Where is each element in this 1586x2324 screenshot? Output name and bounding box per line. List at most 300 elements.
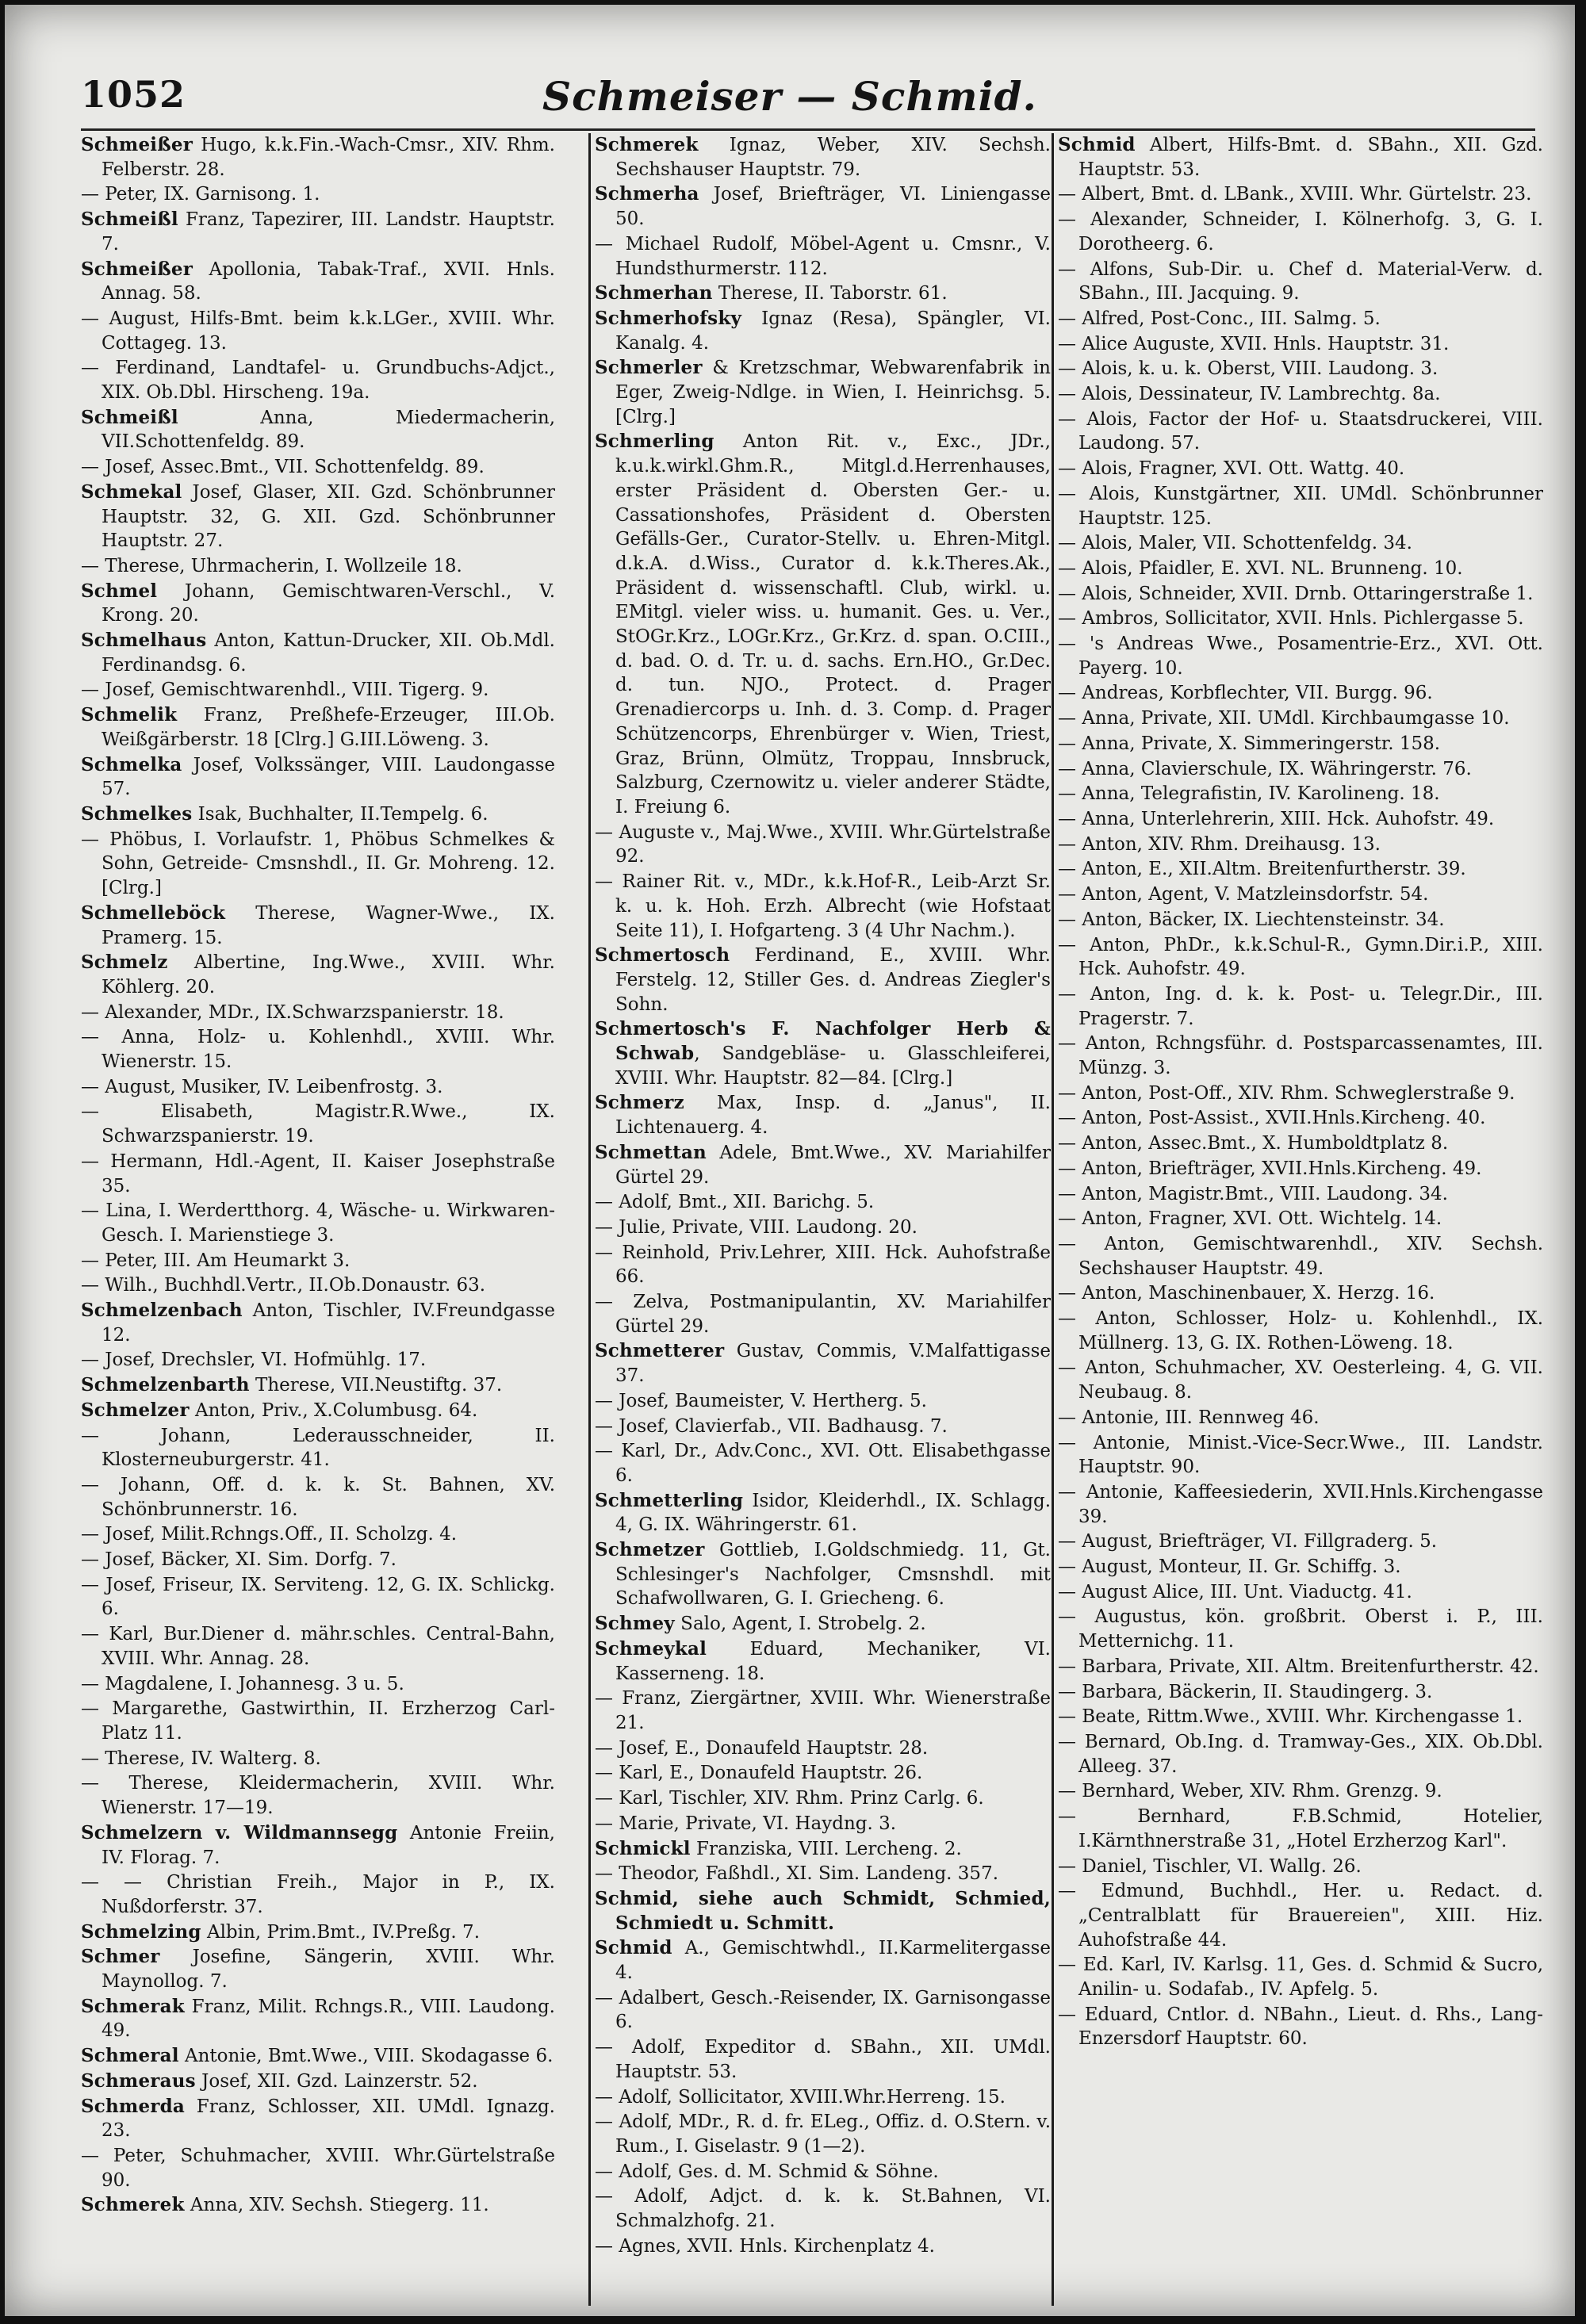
directory-entry xyxy=(1058,208,1543,256)
entry-text: Anton, Tischler, IV.Freundgasse 12. xyxy=(102,1300,555,1346)
entry-text: Johann, Gemischtwaren-Verschl., V. Krong. 20. xyxy=(102,580,555,626)
directory-entry xyxy=(81,1870,555,1919)
directory-entry xyxy=(81,182,555,207)
directory-entry xyxy=(81,802,555,827)
directory-entry xyxy=(1058,1730,1543,1778)
directory-entry xyxy=(1058,933,1543,982)
entry-headword: Schmeral xyxy=(81,2045,179,2067)
entry-text: Anton, Priv., X.Columbusg. 64. xyxy=(189,1399,478,1421)
entry-text: — Anna, Clavierschule, IX. Währingerstr. 76. xyxy=(1058,758,1472,779)
entry-headword: Schmerhofsky xyxy=(595,307,742,329)
entry-text: — Johann, Off. d. k. k. St. Bahnen, XV. Schönbrunnerstr. 16. xyxy=(81,1474,555,1520)
directory-entry xyxy=(81,1399,555,1423)
entry-text: Hugo, k.k.Fin.-Wach-Cmsr., XIV. Rhm. Felberstr. 28. xyxy=(102,135,555,180)
directory-entry xyxy=(81,580,555,628)
column-1 xyxy=(81,133,555,2306)
entry-text: — Antonie, III. Rennweg 46. xyxy=(1058,1407,1320,1428)
entry-text: — Magdalene, I. Johannesg. 3 u. 5. xyxy=(81,1673,404,1694)
entry-headword: Schmerek xyxy=(81,2194,185,2216)
entry-text: — Augustus, kön. großbrit. Oberst i. P., III. Metternichg. 11. xyxy=(1058,1606,1543,1652)
directory-entry xyxy=(595,2035,1051,2084)
directory-entry xyxy=(81,1025,555,1074)
directory-entry xyxy=(595,356,1051,429)
directory-entry xyxy=(81,828,555,901)
entry-text: — Bernhard, F.B.Schmid, Hotelier, I.Kärnthnerstraße 31, „Hotel Erzherzog Karl". xyxy=(1058,1806,1543,1851)
entry-text: Ferdinand, E., XVIII. Whr. Ferstelg. 12, Stiller Ges. d. Andreas Ziegler's Sohn. xyxy=(615,945,1051,1015)
directory-entry xyxy=(595,1415,1051,1439)
directory-entry xyxy=(595,1862,1051,1886)
entry-headword: Schmel xyxy=(81,580,158,602)
directory-entry xyxy=(81,1273,555,1298)
entry-text: Ignaz (Resa), Spängler, VI. Kanalg. 4. xyxy=(615,308,1051,354)
entry-text: — Barbara, Bäckerin, II. Staudingerg. 3. xyxy=(1058,1681,1433,1702)
entry-headword: Schmeykal xyxy=(595,1637,707,1660)
entry-text: — Phöbus, I. Vorlaufstr. 1, Phöbus Schmelkes & Sohn, Getreide- Cmsnshdl., II. Gr. Mohreng. 12. [Clrg.] xyxy=(81,829,555,899)
entry-text: — Josef, Clavierfab., VII. Badhausg. 7. xyxy=(595,1415,948,1437)
directory-entry xyxy=(595,1439,1051,1487)
entry-text: Eduard, Mechaniker, VI. Kasserneng. 18. xyxy=(615,1638,1051,1684)
entry-text: — Anton, Ing. d. k. k. Post- u. Telegr.Dir., III. Pragerstr. 7. xyxy=(1058,983,1543,1029)
directory-entry xyxy=(595,281,1051,306)
entry-text: — Karl, Dr., Adv.Conc., XVI. Ott. Elisabethgasse 6. xyxy=(595,1441,1051,1486)
entry-text: Isak, Buchhalter, II.Tempelg. 6. xyxy=(192,803,488,825)
directory-entry xyxy=(81,480,555,553)
entry-text: — Peter, Schuhmacher, XVIII. Whr.Gürtelstraße 90. xyxy=(81,2145,555,2191)
directory-entry xyxy=(81,1622,555,1671)
entry-text: — Therese, Uhrmacherin, I. Wollzeile 18. xyxy=(81,555,462,576)
entry-text: — — Christian Freih., Major in P., IX. Nußdorferstr. 37. xyxy=(81,1872,555,1917)
entry-text: — Antonie, Kaffeesiederin, XVII.Hnls.Kirchengasse 39. xyxy=(1058,1481,1543,1527)
directory-entry xyxy=(1058,1182,1543,1207)
directory-entry xyxy=(1058,582,1543,607)
entry-text: — Margarethe, Gastwirthin, II. Erzherzog Carl-Platz 11. xyxy=(81,1698,555,1744)
entry-text: — Ed. Karl, IV. Karlsg. 11, Ges. d. Schmid & Sucro, Anilin- u. Sodafab., IV. Apfelg. 5. xyxy=(1058,1955,1543,2000)
directory-entry xyxy=(595,1637,1051,1686)
entry-text: — Josef, Drechsler, VI. Hofmühlg. 17. xyxy=(81,1350,427,1371)
directory-entry xyxy=(81,753,555,802)
directory-entry xyxy=(1058,1805,1543,1853)
entry-text: Apollonia, Tabak-Traf., XVII. Hnls. Annag. 58. xyxy=(102,258,555,304)
column-2 xyxy=(595,133,1051,2306)
entry-headword: Schmelhaus xyxy=(81,630,207,652)
entry-text: — Ferdinand, Landtafel- u. Grundbuchs-Adjct., XIX. Ob.Dbl. Hirscheng. 19a. xyxy=(81,358,555,404)
entry-text: Josef, Glaser, XII. Gzd. Schönbrunner Hauptstr. 32, G. XII. Gzd. Schönbrunner Hauptstr. 27. xyxy=(102,481,555,552)
directory-entry xyxy=(1058,1307,1543,1355)
directory-entry xyxy=(1058,1655,1543,1679)
entry-text: — Ambros, Sollicitator, XVII. Hnls. Pichlergasse 5. xyxy=(1058,608,1524,630)
directory-entry xyxy=(1058,408,1543,456)
entry-headword: Schmey xyxy=(595,1613,675,1635)
entry-headword: Schmerz xyxy=(595,1092,684,1114)
directory-entry xyxy=(81,133,555,182)
directory-entry xyxy=(81,1199,555,1247)
entry-text: Josef, XII. Gzd. Lainzerstr. 52. xyxy=(195,2070,478,2092)
directory-entry xyxy=(81,2044,555,2069)
entry-text: — Anna, Private, XII. UMdl. Kirchbaumgasse 10. xyxy=(1058,708,1510,729)
entry-text: — Alois, Fragner, XVI. Ott. Wattg. 40. xyxy=(1058,458,1405,480)
directory-entry xyxy=(1058,1131,1543,1156)
directory-entry xyxy=(81,1548,555,1572)
directory-entry xyxy=(595,307,1051,355)
entry-text: — 's Andreas Wwe., Posamentrie-Erz., XVI. Ott. Payerg. 10. xyxy=(1058,634,1543,679)
column-3 xyxy=(1058,133,1543,2306)
entry-text: — August, Musiker, IV. Leibenfrostg. 3. xyxy=(81,1076,443,1097)
directory-entry xyxy=(595,1761,1051,1786)
entry-text: Therese, VII.Neustiftg. 37. xyxy=(249,1375,503,1396)
entry-text: — August, Briefträger, VI. Fillgraderg. 5. xyxy=(1058,1531,1438,1553)
directory-entry xyxy=(81,1299,555,1347)
entry-text: — Barbara, Private, XII. Altm. Breitenfurtherstr. 42. xyxy=(1058,1656,1539,1677)
directory-entry xyxy=(1058,457,1543,481)
entry-text: — Josef, Bäcker, XI. Sim. Dorfg. 7. xyxy=(81,1549,396,1571)
entry-headword: Schmerek xyxy=(595,134,699,155)
entry-text: — Adolf, MDr., R. d. fr. ELeg., Offiz. d. O.Stern. v. Rum., I. Giselastr. 9 (1—2). xyxy=(595,2112,1051,2157)
entry-headword: Schmetterling xyxy=(595,1489,744,1511)
directory-entry xyxy=(1058,1530,1543,1554)
entry-headword: Schmelleböck xyxy=(81,902,226,924)
entry-text: Antonie Freiin, IV. Florag. 7. xyxy=(102,1822,555,1868)
entry-text: — Alice Auguste, XVII. Hnls. Hauptstr. 31. xyxy=(1058,333,1450,354)
directory-entry xyxy=(595,1190,1051,1215)
entry-text: & Kretzschmar, Webwarenfabrik in Eger, Zweig-Ndlge. in Wien, I. Heinrichsg. 5. [Clrg.] xyxy=(615,358,1051,427)
directory-entry xyxy=(1058,1431,1543,1480)
directory-entry xyxy=(1058,382,1543,407)
directory-entry xyxy=(81,1945,555,1993)
entry-text: Anton Rit. v., Exc., JDr., k.u.k.wirkl.Ghm.R., Mitgl.d.Herrenhauses, erster Präsident d. Obersten Ger.- u. Cassationshofes, Präsident d. Obersten Gefälls-Ger., Curator-Stellv. u. Ehren-Mitgl. d.k.A. d.Wiss., Curator d. k.k.Theres.Ak., Präsident d. wissenschaftl. Club, wirkl. u. EMitgl. vieler wiss. u. humanit. Ges. u. Ver., StOGr.Krz., LOGr.Krz., Gr.Krz. d. span. O.CIII., d. bad. O. d. Tr. u. d. sachs. Ern.HO., Gr.Dec. d. tun. NJO., Protect. d. Prager Grenadiercorps u. Inh. d. 3. Comp. d. Prager Schützencorps, Ehrenbürger v. Wien, Triest, Graz, Brünn, Olmütz, Troppau, Innsbruck, Salzburg, Czernowitz u. vieler anderer Städte, I. Freiung 6. xyxy=(615,431,1051,817)
directory-entry xyxy=(1058,732,1543,756)
page-number: 1052 xyxy=(81,73,186,116)
entry-text: — Josef, Assec.Bmt., VII. Schottenfeldg. 89. xyxy=(81,457,485,478)
directory-entry xyxy=(1058,807,1543,832)
entry-text: — Adolf, Adjct. d. k. k. St.Bahnen, VI. Schmalzhofg. 21. xyxy=(595,2186,1051,2232)
directory-entry xyxy=(1058,1779,1543,1804)
entry-text: — Anton, XIV. Rhm. Dreihausg. 13. xyxy=(1058,833,1381,855)
entry-headword: Schmertosch's F. Nachfolger Herb & Schwab xyxy=(595,1018,1051,1065)
entry-headword: Schmeißl xyxy=(81,406,178,428)
entry-text: Therese, II. Taborstr. 61. xyxy=(712,283,948,304)
directory-entry xyxy=(1058,1281,1543,1306)
directory-entry xyxy=(81,1100,555,1148)
entry-headword: Schmelka xyxy=(81,753,182,775)
entry-text: — Elisabeth, Magistr.R.Wwe., IX. Schwarzspanierstr. 19. xyxy=(81,1101,555,1147)
entry-text: — Karl, E., Donaufeld Hauptstr. 26. xyxy=(595,1763,923,1784)
entry-text: — Anton, Agent, V. Matzleinsdorfstr. 54. xyxy=(1058,884,1429,905)
entry-text: — Julie, Private, VIII. Laudong. 20. xyxy=(595,1216,918,1238)
entry-text: — Josef, Milit.Rchngs.Off., II. Scholzg. 4. xyxy=(81,1524,458,1545)
directory-entry xyxy=(595,1936,1051,1985)
directory-entry xyxy=(1058,482,1543,530)
entry-text: — Theodor, Faßhdl., XI. Sim. Landeng. 357. xyxy=(595,1863,999,1885)
entry-headword: Schmickl xyxy=(595,1837,691,1859)
directory-entry xyxy=(1058,1082,1543,1106)
entry-text: — Anton, Schlosser, Holz- u. Kohlenhdl., IX. Müllnerg. 13, G. IX. Rothen-Löweng. 18. xyxy=(1058,1308,1543,1353)
directory-entry xyxy=(1058,133,1543,182)
entry-headword: Schmekal xyxy=(81,480,182,503)
entry-text: Max, Insp. d. „Janus", II. Lichtenauerg. 4. xyxy=(615,1093,1051,1139)
entry-headword: Schmelzing xyxy=(81,1920,201,1943)
entry-headword: Schmerha xyxy=(595,183,699,205)
entry-text: — Anton, PhDr., k.k.Schul-R., Gymn.Dir.i.P., XIII. Hck. Auhofstr. 49. xyxy=(1058,934,1543,980)
entry-text: — Johann, Lederausschneider, II. Klosterneuburgerstr. 41. xyxy=(81,1425,555,1471)
entry-text: Franziska, VIII. Lercheng. 2. xyxy=(690,1838,962,1859)
directory-entry xyxy=(81,554,555,579)
entry-headword: Schmetzer xyxy=(595,1539,705,1561)
entry-text: — Beate, Rittm.Wwe., XVIII. Whr. Kirchengasse 1. xyxy=(1058,1706,1523,1728)
directory-entry xyxy=(1058,307,1543,331)
directory-entry xyxy=(81,1771,555,1820)
directory-entry xyxy=(1058,607,1543,631)
directory-entry xyxy=(1058,1356,1543,1404)
entry-text: — Josef, E., Donaufeld Hauptstr. 28. xyxy=(595,1737,929,1759)
directory-entry xyxy=(1058,1232,1543,1281)
directory-entry xyxy=(81,678,555,703)
entry-headword: Schmelz xyxy=(81,951,168,974)
directory-entry xyxy=(1058,1207,1543,1231)
entry-text: — Marie, Private, VI. Haydng. 3. xyxy=(595,1813,897,1834)
directory-entry xyxy=(595,821,1051,869)
entry-text: — Anton, Bäcker, IX. Liechtensteinstr. 34. xyxy=(1058,909,1445,930)
entry-headword: Schmelik xyxy=(81,704,178,726)
entry-headword: Schmerak xyxy=(81,1995,185,2017)
entry-headword: Schmetterer xyxy=(595,1340,725,1362)
directory-entry xyxy=(81,1522,555,1547)
entry-text: — August, Hilfs-Bmt. beim k.k.LGer., XVIII. Whr. Cottageg. 13. xyxy=(81,308,555,354)
directory-entry xyxy=(595,232,1051,281)
directory-entry xyxy=(1058,1680,1543,1705)
entry-text: — Karl, Tischler, XIV. Rhm. Prinz Carlg. 6. xyxy=(595,1788,984,1809)
entry-text: — Anna, Telegrafistin, IV. Karolineng. 18. xyxy=(1058,783,1440,805)
directory-entry xyxy=(81,208,555,256)
entry-text: — Anton, E., XII.Altm. Breitenfurtherstr. 39. xyxy=(1058,859,1466,880)
entry-text: Anna, Miedermacherin, VII.Schottenfeldg. 89. xyxy=(102,407,555,453)
entry-text: — Anton, Briefträger, XVII.Hnls.Kircheng. 49. xyxy=(1058,1158,1482,1179)
directory-entry xyxy=(595,1612,1051,1637)
directory-entry xyxy=(595,1241,1051,1289)
entry-text: Isidor, Kleiderhdl., IX. Schlagg. 4, G. IX. Währingerstr. 61. xyxy=(615,1490,1051,1536)
directory-entry xyxy=(81,307,555,355)
directory-entry xyxy=(81,1995,555,2043)
entry-text: — Lina, I. Werdertthorg. 4, Wäsche- u. Wirkwaren-Gesch. I. Marienstiege 3. xyxy=(81,1200,555,1246)
directory-entry xyxy=(595,2234,1051,2259)
directory-entry xyxy=(595,1736,1051,1761)
directory-entry xyxy=(1058,1705,1543,1729)
entry-text: Josef, Volkssänger, VIII. Laudongasse 57. xyxy=(102,754,555,800)
entry-text: Franz, Schlosser, XII. UMdl. Ignazg. 23. xyxy=(102,2096,555,2142)
directory-entry xyxy=(1058,982,1543,1031)
entry-text: — Alois, Maler, VII. Schottenfeldg. 34. xyxy=(1058,533,1412,554)
directory-entry xyxy=(1058,757,1543,782)
directory-entry xyxy=(595,1538,1051,1611)
directory-entry xyxy=(595,430,1051,819)
entry-headword: Schmid, siehe auch Schmidt, Schmied, Schmiedt u. Schmitt. xyxy=(595,1887,1051,1934)
header-rule xyxy=(81,128,1535,131)
directory-page xyxy=(5,5,1575,2316)
entry-headword: Schmid xyxy=(595,1937,672,1959)
entry-text: — Peter, IX. Garnisong. 1. xyxy=(81,184,320,205)
entry-text: — Josef, Friseur, IX. Serviteng. 12, G. IX. Schlickg. 6. xyxy=(81,1574,555,1620)
entry-text: — Zelva, Postmanipulantin, XV. Mariahilfer Gürtel 29. xyxy=(595,1292,1051,1337)
entry-text: Albert, Hilfs-Bmt. d. SBahn., XII. Gzd. Hauptstr. 53. xyxy=(1078,135,1543,180)
directory-entry xyxy=(81,1672,555,1697)
entry-text: — Franz, Ziergärtner, XVIII. Whr. Wienerstraße 21. xyxy=(595,1688,1051,1733)
directory-entry xyxy=(1058,531,1543,556)
entry-text: — Alois, Schneider, XVII. Drnb. Ottaringerstraße 1. xyxy=(1058,583,1534,604)
directory-entry xyxy=(595,1812,1051,1836)
directory-entry xyxy=(81,2095,555,2143)
entry-text: — Adolf, Bmt., XII. Barichg. 5. xyxy=(595,1192,875,1213)
entry-text: — Josef, Baumeister, V. Hertherg. 5. xyxy=(595,1390,927,1411)
entry-text: Anton, Kattun-Drucker, XII. Ob.Mdl. Ferdinandsg. 6. xyxy=(102,630,555,676)
entry-text: — Adalbert, Gesch.-Reisender, IX. Garnisongasse 6. xyxy=(595,1987,1051,2033)
directory-entry xyxy=(595,1837,1051,1862)
entry-text: — Anton, Gemischtwarenhdl., XIV. Sechsh. Sechshauser Hauptstr. 49. xyxy=(1058,1233,1543,1279)
directory-entry xyxy=(81,703,555,752)
entry-text: Franz, Tapezirer, III. Landstr. Hauptstr. 7. xyxy=(102,209,555,255)
entry-headword: Schmeraus xyxy=(81,2069,196,2092)
entry-text: — Anton, Maschinenbauer, X. Herzg. 16. xyxy=(1058,1283,1435,1304)
directory-entry xyxy=(81,1001,555,1025)
directory-entry xyxy=(81,1473,555,1522)
entry-text: — Andreas, Korbflechter, VII. Burgg. 96. xyxy=(1058,683,1433,704)
entry-text: A., Gemischtwhdl., II.Karmelitergasse 4. xyxy=(615,1938,1051,1984)
directory-entry xyxy=(595,1887,1051,1935)
entry-text: — Albert, Bmt. d. LBank., XVIII. Whr. Gürtelstr. 23. xyxy=(1058,184,1532,205)
entry-text: — Agnes, XVII. Hnls. Kirchenplatz 4. xyxy=(595,2235,935,2257)
entry-text: — Alexander, MDr., IX.Schwarzspanierstr. 18. xyxy=(81,1001,504,1023)
directory-entry xyxy=(81,1821,555,1870)
directory-entry xyxy=(595,870,1051,943)
entry-text: — Anna, Unterlehrerin, XIII. Hck. Auhofstr. 49. xyxy=(1058,808,1495,829)
column-divider xyxy=(1052,133,1054,2306)
directory-entry xyxy=(595,1290,1051,1338)
entry-text: , Sandgebläse- u. Glasschleiferei, XVIII. Whr. Hauptstr. 82—84. [Clrg.] xyxy=(615,1043,1051,1089)
directory-entry xyxy=(1058,332,1543,357)
directory-entry xyxy=(81,406,555,454)
entry-text: — Antonie, Minist.-Vice-Secr.Wwe., III. Landstr. Hauptstr. 90. xyxy=(1058,1432,1543,1478)
entry-text: — Alexander, Schneider, I. Kölnerhofg. 3, G. I. Dorotheerg. 6. xyxy=(1058,209,1543,255)
directory-entry xyxy=(1058,182,1543,207)
entry-text: — Adolf, Ges. d. M. Schmid & Söhne. xyxy=(595,2161,939,2182)
directory-entry xyxy=(81,951,555,999)
entry-text: — Karl, Bur.Diener d. mähr.schles. Central-Bahn, XVIII. Whr. Annag. 28. xyxy=(81,1624,555,1669)
running-title: Schmeiser — Schmid. xyxy=(542,73,1037,120)
entry-text: Josefine, Sängerin, XVIII. Whr. Maynollog. 7. xyxy=(102,1947,555,1993)
directory-entry xyxy=(1058,1032,1543,1080)
entry-text: — Eduard, Cntlor. d. NBahn., Lieut. d. Rhs., Lang-Enzersdorf Hauptstr. 60. xyxy=(1058,2004,1543,2050)
entry-text: — Therese, Kleidermacherin, XVIII. Whr. Wienerstr. 17—19. xyxy=(81,1773,555,1819)
entry-text: — Alfons, Sub-Dir. u. Chef d. Material-Verw. d. SBahn., III. Jacquing. 9. xyxy=(1058,258,1543,304)
entry-text: — August, Monteur, II. Gr. Schiffg. 3. xyxy=(1058,1556,1401,1578)
directory-entry xyxy=(595,2085,1051,2110)
directory-entry xyxy=(81,455,555,480)
entry-headword: Schmeißer xyxy=(81,134,193,155)
entry-text: — Alois, k. u. k. Oberst, VIII. Laudong. 3. xyxy=(1058,358,1439,380)
entry-headword: Schmettan xyxy=(595,1141,707,1163)
directory-entry xyxy=(81,2069,555,2094)
entry-text: Anna, XIV. Sechsh. Stiegerg. 11. xyxy=(184,2195,489,2216)
entry-text: — Josef, Gemischtwarenhdl., VIII. Tigerg. 9. xyxy=(81,680,489,701)
entry-headword: Schmelzenbarth xyxy=(81,1374,250,1396)
entry-text: — Anna, Holz- u. Kohlenhdl., XVIII. Whr. Wienerstr. 15. xyxy=(81,1027,555,1073)
directory-entry xyxy=(1058,1106,1543,1131)
directory-entry xyxy=(1058,1406,1543,1430)
directory-entry xyxy=(1058,1855,1543,1879)
entry-text: — Anna, Private, X. Simmeringerstr. 158. xyxy=(1058,733,1441,754)
entry-text: — Alfred, Post-Conc., III. Salmg. 5. xyxy=(1058,308,1381,329)
entry-text: Albin, Prim.Bmt., IV.Preßg. 7. xyxy=(201,1921,481,1943)
directory-entry xyxy=(81,1249,555,1273)
entry-text: Ignaz, Weber, XIV. Sechsh. Sechshauser Hauptstr. 79. xyxy=(615,135,1051,180)
directory-entry xyxy=(595,944,1051,1017)
entry-text: — Edmund, Buchhdl., Her. u. Redact. d. „Centralblatt für Brauereien", XIII. Hiz. Auhofstraße 44. xyxy=(1058,1881,1543,1951)
entry-text: — Anton, Post-Assist., XVII.Hnls.Kircheng. 40. xyxy=(1058,1108,1486,1129)
directory-entry xyxy=(1058,632,1543,680)
directory-entry xyxy=(1058,1879,1543,1952)
entry-text: — Hermann, Hdl.-Agent, II. Kaiser Josephstraße 35. xyxy=(81,1151,555,1196)
directory-entry xyxy=(81,1373,555,1398)
entry-text: — Alois, Pfaidler, E. XVI. NL. Brunneng. 10. xyxy=(1058,557,1463,579)
directory-entry xyxy=(595,1986,1051,2035)
directory-entry xyxy=(595,2184,1051,2233)
directory-entry xyxy=(1058,681,1543,706)
entry-headword: Schmerling xyxy=(595,431,714,453)
entry-text: — Anton, Schuhmacher, XV. Oesterleing. 4, G. VII. Neubaug. 8. xyxy=(1058,1357,1543,1403)
directory-entry xyxy=(1058,833,1543,857)
directory-entry xyxy=(1058,1605,1543,1653)
entry-text: — Therese, IV. Walterg. 8. xyxy=(81,1748,321,1769)
entry-text: Gustav, Commis, V.Malfattigasse 37. xyxy=(615,1341,1051,1387)
entry-headword: Schmerler xyxy=(595,357,703,379)
entry-text: Franz, Milit. Rchngs.R., VIII. Laudong. 49. xyxy=(102,1996,555,2042)
directory-entry xyxy=(1058,357,1543,381)
directory-entry xyxy=(1058,258,1543,306)
entry-text: — Alois, Factor der Hof- u. Staatsdruckerei, VIII. Laudong. 57. xyxy=(1058,408,1543,454)
entry-text: Franz, Preßhefe-Erzeuger, III.Ob. Weißgärberstr. 18 [Clrg.] G.III.Löweng. 3. xyxy=(102,705,555,750)
directory-entry xyxy=(595,1216,1051,1240)
directory-entry xyxy=(1058,706,1543,731)
entry-headword: Schmelzer xyxy=(81,1399,190,1421)
directory-entry xyxy=(81,1348,555,1373)
directory-entry xyxy=(595,1091,1051,1139)
directory-entry xyxy=(81,1697,555,1745)
directory-entry xyxy=(595,1339,1051,1388)
directory-entry xyxy=(595,182,1051,231)
directory-entry xyxy=(81,2144,555,2192)
directory-entry xyxy=(81,1424,555,1472)
directory-entry xyxy=(595,1489,1051,1537)
directory-entry xyxy=(595,133,1051,182)
directory-entry xyxy=(595,2160,1051,2184)
directory-entry xyxy=(1058,557,1543,581)
entry-text: — Anton, Post-Off., XIV. Rhm. Schweglerstraße 9. xyxy=(1058,1082,1515,1104)
directory-entry xyxy=(81,1150,555,1198)
directory-entry xyxy=(81,1573,555,1621)
column-divider xyxy=(588,133,591,2306)
directory-entry xyxy=(81,1075,555,1100)
entry-headword: Schmer xyxy=(81,1946,160,1968)
directory-entry xyxy=(81,258,555,306)
entry-text: — Anton, Assec.Bmt., X. Humboldtplatz 8. xyxy=(1058,1133,1449,1154)
directory-entry xyxy=(1058,857,1543,882)
entry-headword: Schmelzern v. Wildmannsegg xyxy=(81,1821,398,1844)
directory-entry xyxy=(595,1017,1051,1090)
entry-text: — Bernhard, Weber, XIV. Rhm. Grenzg. 9. xyxy=(1058,1781,1442,1802)
directory-entry xyxy=(81,629,555,677)
entry-text: Gottlieb, I.Goldschmiedg. 11, Gt. Schlesinger's Nachfolger, Cmsnshdl. mit Schafwollwaren, G. I. Griecheng. 6. xyxy=(615,1540,1051,1610)
entry-text: — Reinhold, Priv.Lehrer, XIII. Hck. Auhofstraße 66. xyxy=(595,1242,1051,1288)
entry-text: — Alois, Dessinateur, IV. Lambrechtg. 8a. xyxy=(1058,384,1441,405)
entry-text: Antonie, Bmt.Wwe., VIII. Skodagasse 6. xyxy=(178,2046,554,2067)
